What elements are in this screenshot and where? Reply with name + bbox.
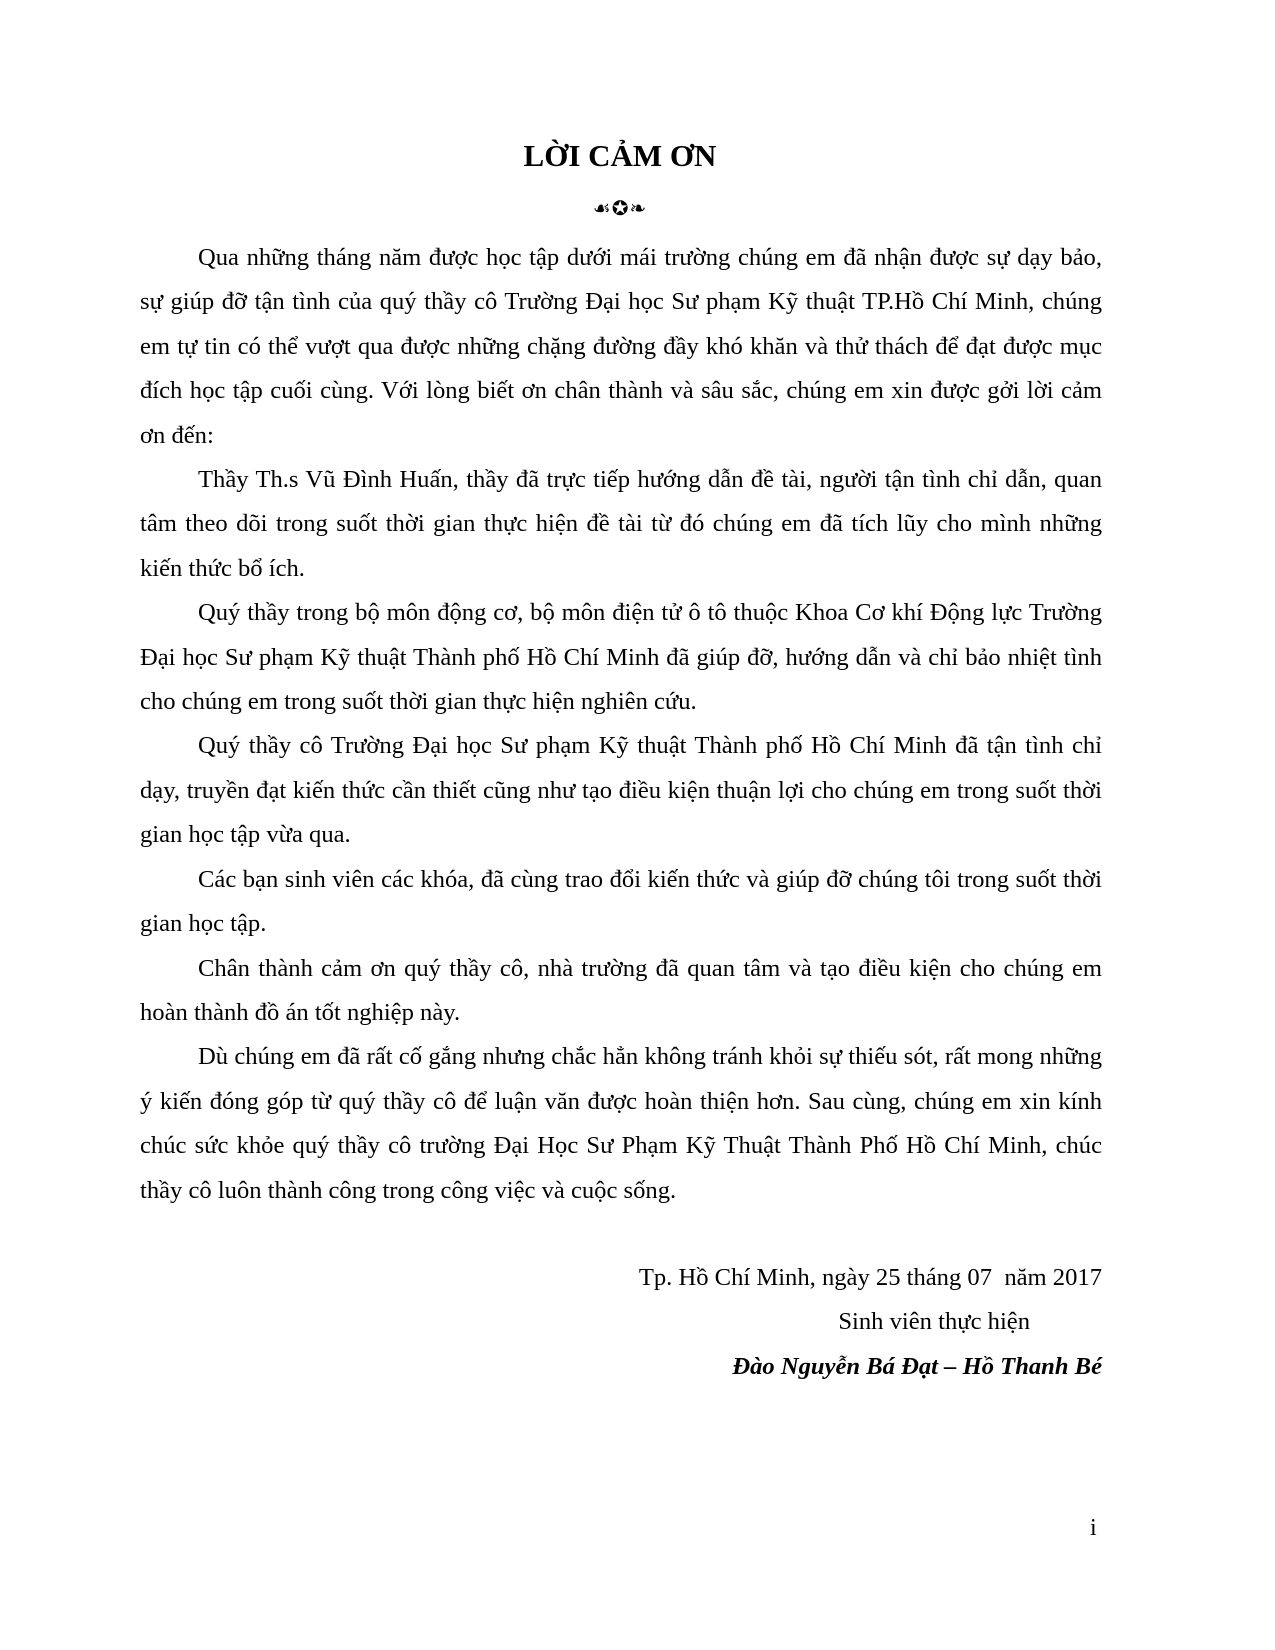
paragraph: Quý thầy trong bộ môn động cơ, bộ môn điện tử ô tô thuộc Khoa Cơ khí Động lực Trường Đại học Sư phạm Kỹ thuật Thành phố Hồ Chí Minh đã giúp đỡ, hướng dẫn và chỉ bảo nhiệt tình cho chúng em trong suốt thời gian thực hiện nghiên cứu. <box>140 599 1102 716</box>
page-title: LỜI CẢM ƠN <box>523 138 717 173</box>
page-number: i <box>1090 1515 1097 1541</box>
signature-names: Đào Nguyễn Bá Đạt – Hồ Thanh Bé <box>732 1352 1102 1380</box>
signature-date: Tp. Hồ Chí Minh, ngày 25 tháng 07 năm 2017 <box>638 1264 1102 1291</box>
ornament-divider-icon: ☙✪❧ <box>592 198 648 220</box>
paragraph: Các bạn sinh viên các khóa, đã cùng trao đổi kiến thức và giúp đỡ chúng tôi trong suốt thời gian học tập. <box>140 865 1102 938</box>
paragraph: Quý thầy cô Trường Đại học Sư phạm Kỹ thuật Thành phố Hồ Chí Minh đã tận tình chỉ dạy, truyền đạt kiến thức cần thiết cũng như tạo điều kiện thuận lợi cho chúng em trong suốt thời gian học tập vừa qua. <box>140 732 1102 849</box>
signature-role: Sinh viên thực hiện <box>838 1308 1030 1336</box>
signature-block <box>560 1256 1102 1389</box>
paragraph: Chân thành cảm ơn quý thầy cô, nhà trường đã quan tâm và tạo điều kiện cho chúng em hoàn thành đồ án tốt nghiệp này. <box>140 954 1102 1026</box>
paragraph: Thầy Th.s Vũ Đình Huấn, thầy đã trực tiếp hướng dẫn đề tài, người tận tình chỉ dẫn, quan tâm theo dõi trong suốt thời gian thực hiện đề tài từ đó chúng em đã tích lũy cho mình những kiến thức bổ ích. <box>140 466 1102 582</box>
acknowledgement-body <box>140 236 1102 1213</box>
paragraph: Qua những tháng năm được học tập dưới mái trường chúng em đã nhận được sự dạy bảo, sự giúp đỡ tận tình của quý thầy cô Trường Đại học Sư phạm Kỹ thuật TP.Hồ Chí Minh, chúng em tự tin có thể vượt qua được những chặng đường đầy khó khăn và thử thách để đạt được mục đích học tập cuối cùng. Với lòng biết ơn chân thành và sâu sắc, chúng em xin được gởi lời cảm ơn đến: <box>140 244 1102 449</box>
paragraph: Dù chúng em đã rất cố gắng nhưng chắc hẳn không tránh khỏi sự thiếu sót, rất mong những ý kiến đóng góp từ quý thầy cô để luận văn được hoàn thiện hơn. Sau cùng, chúng em xin kính chúc sức khỏe quý thầy cô trường Đại Học Sư Phạm Kỹ Thuật Thành Phố Hồ Chí Minh, chúc thầy cô luôn thành công trong công việc và cuộc sống. <box>140 1043 1102 1204</box>
